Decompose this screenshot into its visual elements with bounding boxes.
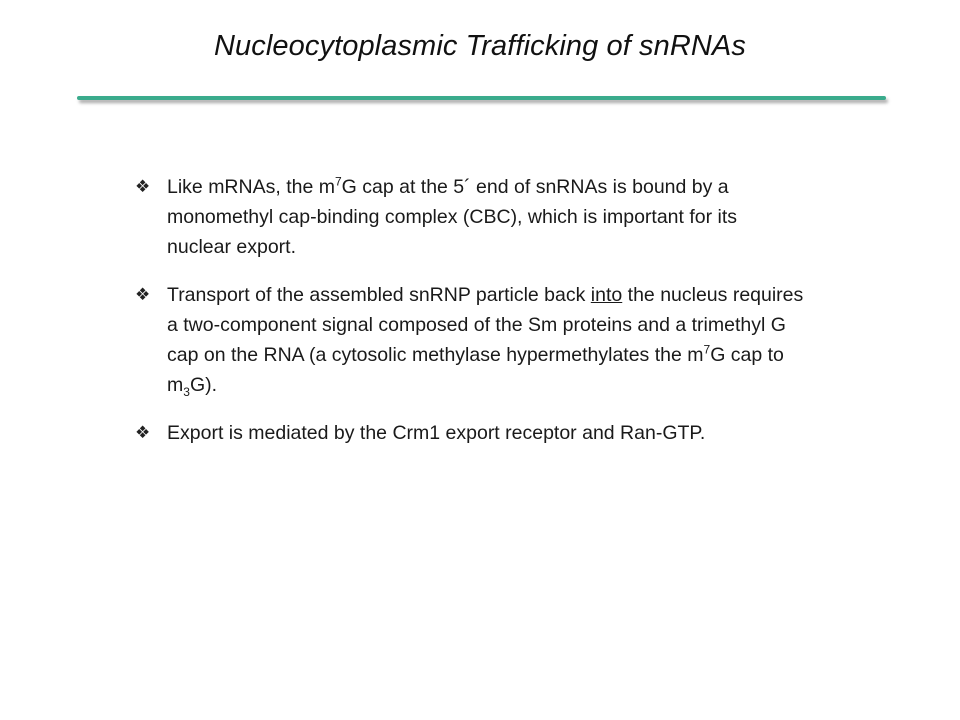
bullet-text: Export is mediated by the Crm1 export receptor and Ran-GTP.: [167, 422, 706, 444]
subscript: 3: [183, 384, 190, 399]
four-petal-diamond-icon: ❖: [135, 423, 151, 442]
bullet-text: [167, 284, 804, 399]
four-petal-diamond-icon: ❖: [135, 285, 151, 304]
four-petal-diamond-icon: ❖: [135, 177, 151, 196]
bullet-text: [167, 176, 737, 258]
bullet-item-import: [135, 280, 819, 400]
text-run: Like mRNAs, the m: [167, 176, 335, 198]
text-run: the nucleus requires a two-component signal composed of the Sm proteins and a trimethyl G cap on the RNA (a cytosolic methylase hypermethylates the m: [167, 284, 804, 366]
superscript: 7: [334, 174, 342, 189]
text-run: Transport of the assembled snRNP particle back: [167, 284, 591, 306]
text-run: G cap to m: [167, 344, 784, 396]
title-underline-rule: [77, 96, 886, 100]
bullet-item-export: [135, 418, 795, 448]
text-run: G cap at the 5´ end of snRNAs is bound by a monomethyl cap-binding complex (CBC), which is important for its nuclear export.: [167, 176, 738, 258]
text-run: G).: [189, 374, 218, 396]
underlined-word: into: [590, 284, 623, 306]
superscript: 7: [703, 342, 711, 357]
slide-title: Nucleocytoplasmic Trafficking of snRNAs: [214, 30, 746, 62]
bullet-item-cbc: [135, 172, 795, 262]
bullet-list: [135, 172, 804, 466]
